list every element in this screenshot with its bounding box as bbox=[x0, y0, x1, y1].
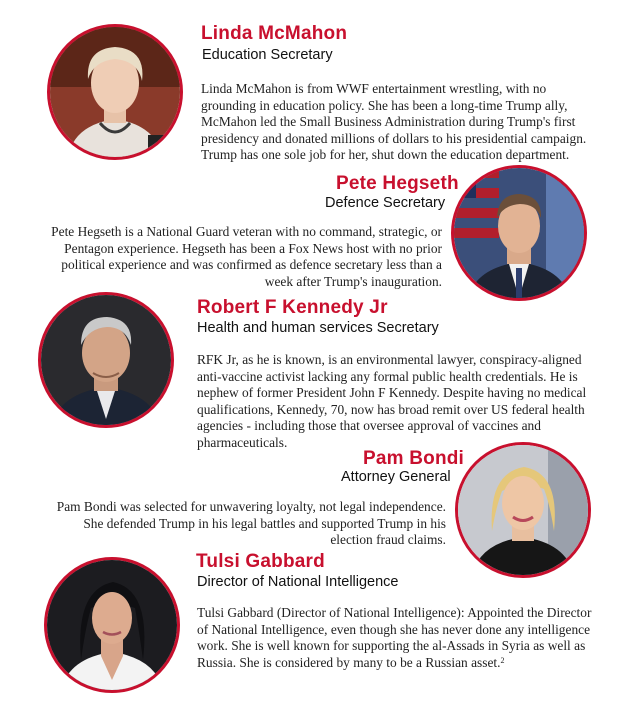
person-name: Linda McMahon bbox=[201, 23, 348, 44]
person-name: Pete Hegseth bbox=[336, 173, 459, 194]
person-bio bbox=[197, 605, 605, 671]
person-role: Health and human services Secretary bbox=[197, 320, 439, 336]
portrait-image bbox=[47, 560, 177, 690]
person-name: Robert F Kennedy Jr bbox=[197, 297, 388, 318]
portrait-pam-bondi bbox=[455, 442, 591, 578]
person-bio: Pam Bondi was selected for unwavering loyalty, not legal independence. She defended Trump in his legal battles and supported Trump in his election fraud claims. bbox=[56, 499, 446, 548]
portrait-image bbox=[41, 295, 171, 425]
portrait-image bbox=[454, 168, 584, 298]
person-role: Director of National Intelligence bbox=[197, 574, 399, 590]
person-bio: RFK Jr, as he is known, is an environmental lawyer, conspiracy-aligned anti-vaccine activist lacking any formal public health credentials. He is nephew of former President John F Kennedy. Despite having no medical qualifications, Kennedy, 70, now has broad remit over US federal health agencies - including those that oversee approval of vaccines and pharmaceuticals. bbox=[197, 352, 587, 450]
footnote-marker: 2 bbox=[500, 655, 505, 665]
person-bio: Pete Hegseth is a National Guard veteran with no command, strategic, or Pentagon experience. Hegseth has been a Fox News host with no prior political experience and was confirmed as defence secretary less than a week after Trump's inauguration. bbox=[51, 224, 442, 289]
portrait-linda-mcmahon bbox=[47, 24, 183, 160]
person-bio-text: Tulsi Gabbard (Director of National Intelligence): Appointed the Director of National Intelligence, even though she has never done any intelligence work. She is well known for supporting the al-Assads in Syria as well as Russia. She is considered by many to be a Russian asset. bbox=[197, 605, 592, 670]
person-name: Tulsi Gabbard bbox=[196, 551, 325, 572]
person-role: Education Secretary bbox=[202, 47, 333, 63]
person-bio: Linda McMahon is from WWF entertainment wrestling, with no grounding in education policy. She has been a long-time Trump ally, McMahon led the Small Business Administration during Trump's first presidency and donated millions of dollars to his presidential campaign. Trump has one sole job for her, shut down the education department. bbox=[201, 81, 587, 163]
person-role: Defence Secretary bbox=[325, 195, 446, 211]
portrait-tulsi-gabbard bbox=[44, 557, 180, 693]
portrait-pete-hegseth bbox=[451, 165, 587, 301]
portrait-image bbox=[458, 445, 588, 575]
portrait-image bbox=[50, 27, 180, 157]
portrait-robert-f-kennedy-jr bbox=[38, 292, 174, 428]
person-name: Pam Bondi bbox=[363, 448, 465, 469]
person-role: Attorney General bbox=[341, 469, 451, 485]
